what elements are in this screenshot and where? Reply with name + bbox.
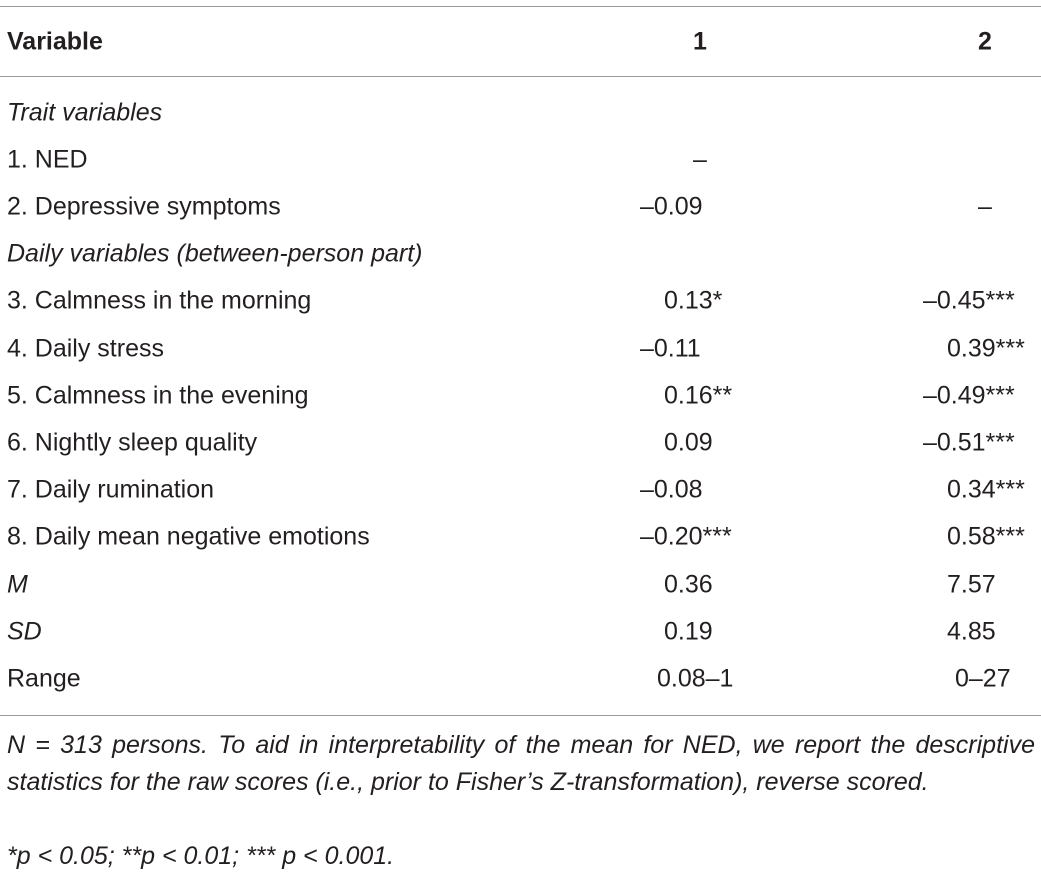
row-label: 3. Calmness in the morning [7, 286, 312, 315]
cell-col-2: 4.85 [947, 617, 996, 646]
cell-col-2: –0.45*** [923, 286, 1015, 315]
cell-col-1: – [693, 145, 707, 174]
table-row [0, 608, 1041, 655]
cell-col-2: 7.57 [947, 570, 996, 598]
table-row [0, 278, 1041, 325]
row-label: 4. Daily stress [7, 334, 164, 362]
row-label: Daily variables (between-person part) [7, 239, 423, 268]
header-col-1: 1 [693, 27, 707, 56]
row-label: 1. NED [7, 145, 88, 174]
cell-col-1: –0.08 [640, 475, 703, 504]
row-label: 8. Daily mean negative emotions [7, 522, 370, 551]
row-label: M [7, 570, 28, 598]
table-row [0, 89, 1041, 136]
significance-note: *p < 0.05; **p < 0.01; *** p < 0.001. [7, 842, 395, 870]
cell-col-1: –0.09 [640, 192, 703, 221]
table-row [0, 514, 1041, 561]
table-row [0, 325, 1041, 372]
table-top-rule [0, 6, 1041, 7]
cell-col-1: –0.20*** [640, 522, 732, 551]
header-variable: Variable [7, 27, 103, 56]
cell-col-1: 0.13* [664, 286, 723, 315]
table-row [0, 183, 1041, 230]
table-bottom-rule [0, 715, 1041, 716]
table-row [0, 136, 1041, 183]
cell-col-2: –0.49*** [923, 381, 1015, 410]
cell-col-2: 0–27 [955, 664, 1011, 693]
cell-col-2: 0.34*** [947, 475, 1025, 504]
cell-col-1: 0.36 [664, 570, 713, 598]
cell-col-1: 0.08–1 [657, 664, 734, 693]
table-row [0, 231, 1041, 278]
cell-col-2: 0.58*** [947, 522, 1025, 551]
cell-col-2: –0.51*** [923, 428, 1015, 457]
cell-col-1: 0.19 [664, 617, 713, 646]
table-row [0, 561, 1041, 608]
row-label: Trait variables [7, 98, 163, 126]
cell-col-1: –0.11 [640, 334, 701, 362]
table-footnote: N = 313 persons. To aid in interpretability of the mean for NED, we report the descriptive statistics for the raw scores (i.e., prior to Fisher’s Z-transformation), reverse scored. [7, 731, 1035, 796]
row-label: Range [7, 664, 81, 693]
header-col-2: 2 [978, 27, 992, 56]
table-row [0, 655, 1041, 702]
cell-col-1: 0.16** [664, 381, 733, 410]
cell-col-1: 0.09 [664, 428, 713, 457]
table-row [0, 419, 1041, 466]
row-label: 6. Nightly sleep quality [7, 428, 258, 457]
cell-col-2: – [978, 192, 992, 221]
row-label: 5. Calmness in the evening [7, 381, 309, 410]
row-label: SD [7, 617, 42, 646]
table-row [0, 467, 1041, 514]
table-header-rule [0, 76, 1041, 77]
table-row [0, 372, 1041, 419]
row-label: 2. Depressive symptoms [7, 192, 281, 221]
cell-col-2: 0.39*** [947, 334, 1025, 362]
row-label: 7. Daily rumination [7, 475, 215, 504]
